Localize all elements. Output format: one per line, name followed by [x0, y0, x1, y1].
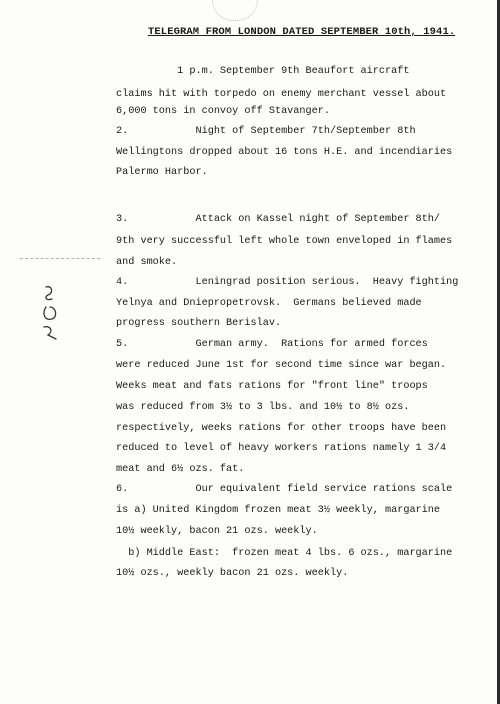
body-line: progress southern Berislav. — [116, 318, 282, 329]
body-line: 9th very successful left whole town enveloped in flames — [116, 236, 453, 247]
body-line: meat and 6½ ozs. fat. — [116, 464, 245, 475]
body-line: reduced to level of heavy workers rations namely 1 3/4 — [116, 443, 447, 454]
body-line: 6,000 tons in convoy off Stavanger. — [116, 106, 330, 117]
body-line: 10½ ozs., weekly bacon 21 ozs. weekly. — [116, 568, 349, 579]
body-line: respectively, weeks rations for other troops have been — [116, 423, 447, 434]
stamp-mark — [212, 0, 258, 21]
body-line: is a) United Kingdom frozen meat 3½ weekly, margarine — [116, 505, 441, 516]
body-line: 4. Leningrad position serious. Heavy fighting — [116, 277, 459, 288]
body-line: 3. Attack on Kassel night of September 8th/ — [116, 214, 441, 225]
body-line: 5. German army. Rations for armed forces — [116, 339, 428, 350]
body-line: 2. Night of September 7th/September 8th — [116, 126, 416, 137]
body-line: Weeks meat and fats rations for "front line" troops — [116, 381, 428, 392]
body-line: was reduced from 3½ to 3 lbs. and 10½ to 8½ ozs. — [116, 402, 410, 413]
body-line: Wellingtons dropped about 16 tons H.E. and incendiaries — [116, 147, 453, 158]
body-line: b) Middle East: frozen meat 4 lbs. 6 ozs., margarine — [116, 548, 453, 559]
body-line: were reduced June 1st for second time since war began. — [116, 360, 447, 371]
body-line: 1 p.m. September 9th Beaufort aircraft — [116, 66, 410, 77]
body-line: Palermo Harbor. — [116, 167, 208, 178]
handwritten-margin-note — [40, 283, 74, 343]
margin-fold-line — [20, 258, 100, 260]
body-line: Yelnya and Dniepropetrovsk. Germans believed made — [116, 298, 422, 309]
body-line: and smoke. — [116, 257, 178, 268]
body-line: claims hit with torpedo on enemy merchant vessel about — [116, 89, 447, 100]
body-line: 10½ weekly, bacon 21 ozs. weekly. — [116, 526, 318, 537]
telegram-title: TELEGRAM FROM LONDON DATED SEPTEMBER 10th, 1941. — [148, 26, 456, 38]
body-line: 6. Our equivalent field service rations scale — [116, 484, 453, 495]
